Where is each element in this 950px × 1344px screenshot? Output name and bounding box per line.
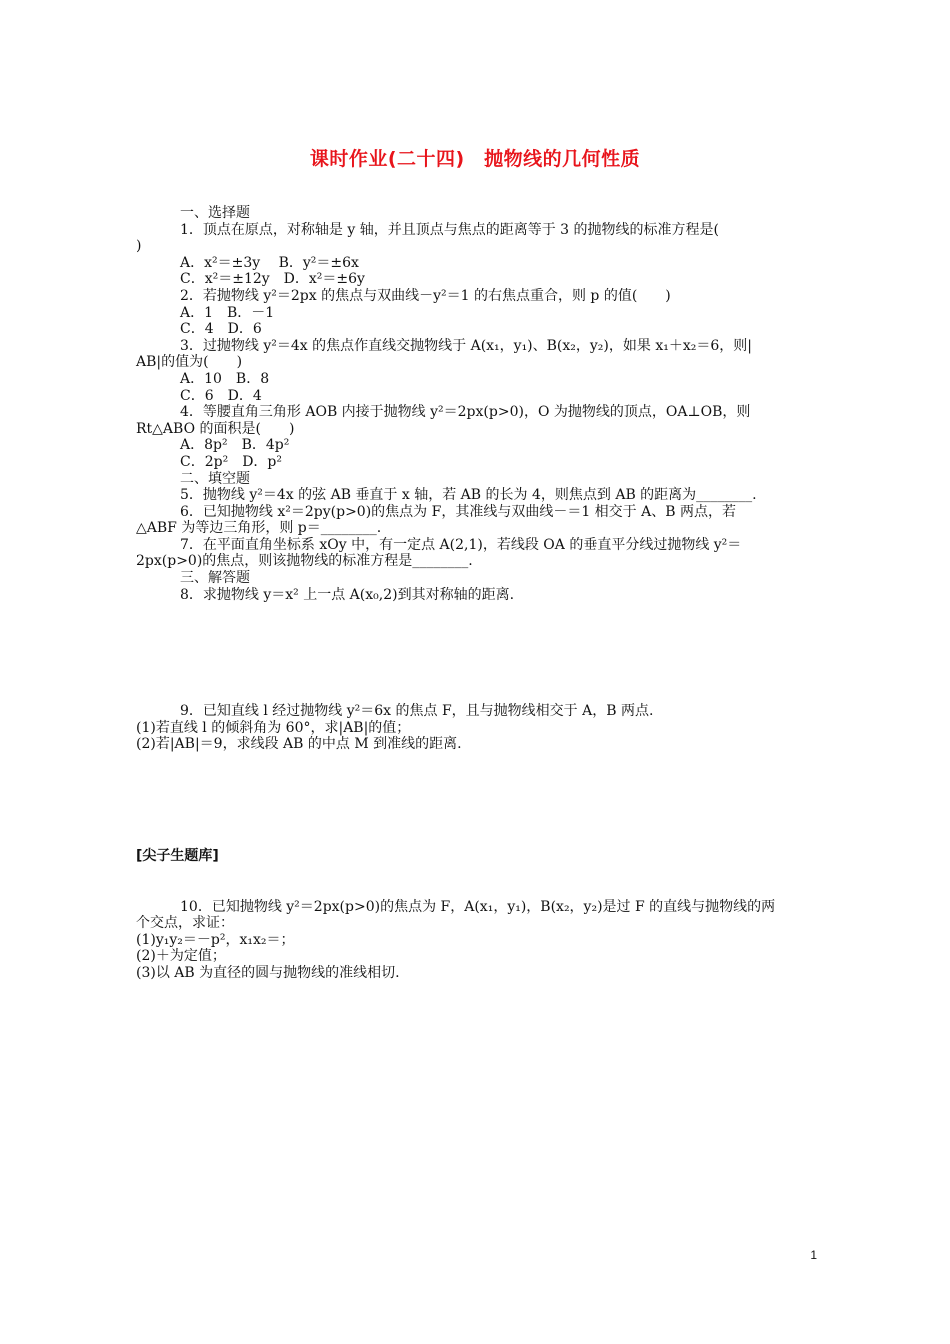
answer-space (136, 753, 816, 848)
q6-stem-line2: △ABF 为等边三角形，则 p＝________. (136, 520, 382, 537)
page-title: 课时作业(二十四) 抛物线的几何性质 (309, 148, 641, 170)
section-choice: 一、选择题 (180, 205, 250, 221)
q9-part2: (2)若|AB|＝9，求线段 AB 的中点 M 到准线的距离. (136, 736, 462, 753)
q4-stem-line1: 4．等腰直角三角形 AOB 内接于抛物线 y²＝2px(p>0)，O 为抛物线的顶点，OA⊥OB，则 (180, 404, 751, 421)
q1-stem-line1: 1．顶点在原点，对称轴是 y 轴，并且顶点与焦点的距离等于 3 的抛物线的标准方程是( (180, 221, 719, 238)
answer-space (136, 603, 816, 703)
q2-stem: 2．若抛物线 y²＝2px 的焦点与双曲线－y²＝1 的右焦点重合，则 p 的值( ) (180, 287, 671, 304)
q1-options-ab: A．x²＝±3y B．y²＝±6x (180, 254, 359, 271)
q7-stem-line1: 7．在平面直角坐标系 xOy 中，有一定点 A(2,1)，若线段 OA 的垂直平分线过抛物线 y²＝ (180, 536, 742, 553)
section-answer: 三、解答题 (180, 570, 250, 587)
q9-stem: 9．已知直线 l 经过抛物线 y²＝6x 的焦点 F，且与抛物线相交于 A，B 两点. (180, 703, 654, 720)
q3-options-cd: C．6 D．4 (180, 387, 262, 404)
q10-part3: (3)以 AB 为直径的圆与抛物线的准线相切. (136, 965, 400, 981)
q1-options-cd: C．x²＝±12y D．x²＝±6y (180, 271, 365, 288)
page-number: 1 (810, 1248, 817, 1262)
q7-stem-line2: 2px(p>0)的焦点，则该抛物线的标准方程是________. (136, 553, 473, 570)
q6-stem-line1: 6．已知抛物线 x²＝2py(p>0)的焦点为 F，其准线与双曲线－＝1 相交于 A、B 两点，若 (180, 503, 736, 520)
q3-options-ab: A．10 B．8 (180, 370, 270, 387)
q8-stem: 8．求抛物线 y＝x² 上一点 A(x₀,2)到其对称轴的距离. (180, 586, 515, 603)
q2-options-ab: A．1 B．－1 (180, 304, 275, 321)
q5-stem: 5．抛物线 y²＝4x 的弦 AB 垂直于 x 轴，若 AB 的长为 4，则焦点到 AB 的距离为________. (180, 487, 757, 504)
q2-options-cd: C．4 D．6 (180, 321, 262, 338)
q10-stem-line1: 10．已知抛物线 y²＝2px(p>0)的焦点为 F，A(x₁，y₁)，B(x₂，y₂)是过 F 的直线与抛物线的两 (180, 898, 776, 915)
document-body (136, 205, 816, 982)
spacer (136, 865, 816, 899)
q1-stem-line2: ) (136, 238, 142, 255)
q9-part1: (1)若直线 l 的倾斜角为 60°，求|AB|的值； (136, 719, 411, 736)
q4-options-ab: A．8p² B．4p² (180, 437, 290, 454)
q4-stem-line2: Rt△ABO 的面积是( ) (136, 420, 295, 437)
q3-stem-line1: 3．过抛物线 y²＝4x 的焦点作直线交抛物线于 A(x₁，y₁)、B(x₂，y₂)，如果 x₁＋x₂＝6，则| (180, 337, 752, 354)
q10-part1: (1)y₁y₂＝－p²，x₁x₂＝； (136, 931, 295, 948)
q10-stem-line2: 个交点，求证： (136, 915, 234, 932)
section-fill: 二、填空题 (180, 470, 250, 487)
q10-part2: (2)＋为定值； (136, 948, 226, 965)
q4-options-cd: C．2p² D．p² (180, 453, 282, 470)
q3-stem-line2: AB|的值为( ) (136, 354, 243, 371)
section-extra: [尖子生题库] (136, 848, 219, 865)
